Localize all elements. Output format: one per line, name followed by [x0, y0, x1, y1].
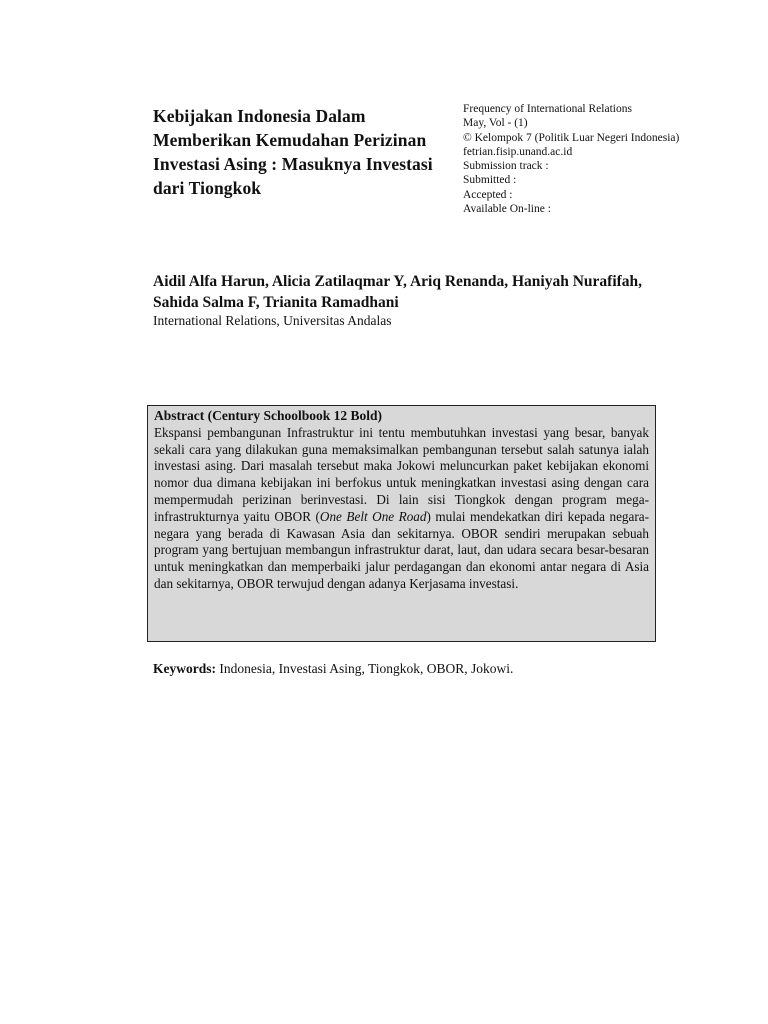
abstract-box: [147, 405, 656, 642]
author-list: Aidil Alfa Harun, Alicia Zatilaqmar Y, Ariq Renanda, Haniyah Nurafifah, Sahida Salma F, Trianita Ramadhani: [153, 273, 643, 311]
journal-name: Frequency of International Relations: [463, 103, 632, 115]
keywords-value: Indonesia, Investasi Asing, Tiongkok, OBOR, Jokowi.: [216, 661, 514, 676]
submitted-date: Submitted :: [463, 174, 517, 187]
accepted-date: Accepted :: [463, 188, 513, 201]
abstract-heading: Abstract (Century Schoolbook 12 Bold): [154, 408, 383, 423]
abstract-text-italic: One Belt One Road: [319, 508, 427, 524]
available-online-date: Available On-line :: [463, 203, 551, 216]
keywords-label: Keywords:: [153, 661, 216, 676]
abstract-body: [154, 425, 649, 593]
journal-website: fetrian.fisip.unand.ac.id: [463, 145, 573, 158]
submission-track: Submission track :: [463, 160, 549, 173]
abstract-text-part2: ) mulai mendekatkan diri kepada negara-negara yang berada di Kawasan Asia dan sekitarnya. OBOR sendiri merupakan sebuah program yang bertujuan membangun infrastruktur darat, laut, dan udara secara besar-besaran untuk meningkatkan dan memperbaiki jalur perdagangan dan ekonomi antar negara di Asia dan sekitarnya, OBOR terwujud dengan adanya Kerjasama investasi.: [154, 508, 650, 591]
journal-issue: May, Vol - (1): [463, 117, 528, 130]
journal-meta: [463, 102, 753, 216]
keywords-line: [153, 660, 513, 677]
abstract-text-part1: Ekspansi pembangunan Infrastruktur ini tentu membutuhkan investasi yang besar, banyak sekali cara yang dilakukan guna memaksimalkan pembangunan tersebut salah satunya ialah investasi asing. Dari masalah tersebut maka Jokowi meluncurkan paket kebijakan ekonomi nomor dua dimana kebijakan ini berfokus untuk meningkatkan investasi asing dengan cara mempermudah perizinan berinvestasi. Di lain sisi Tiongkok dengan program mega-infrastrukturnya yaitu OBOR (: [154, 424, 649, 524]
author-affiliation: International Relations, Universitas Andalas: [153, 313, 392, 328]
paper-title: Kebijakan Indonesia Dalam Memberikan Kemudahan Perizinan Investasi Asing : Masuknya Investasi dari Tiongkok: [153, 106, 433, 198]
copyright-line: © Kelompok 7 (Politik Luar Negeri Indonesia): [463, 131, 680, 144]
